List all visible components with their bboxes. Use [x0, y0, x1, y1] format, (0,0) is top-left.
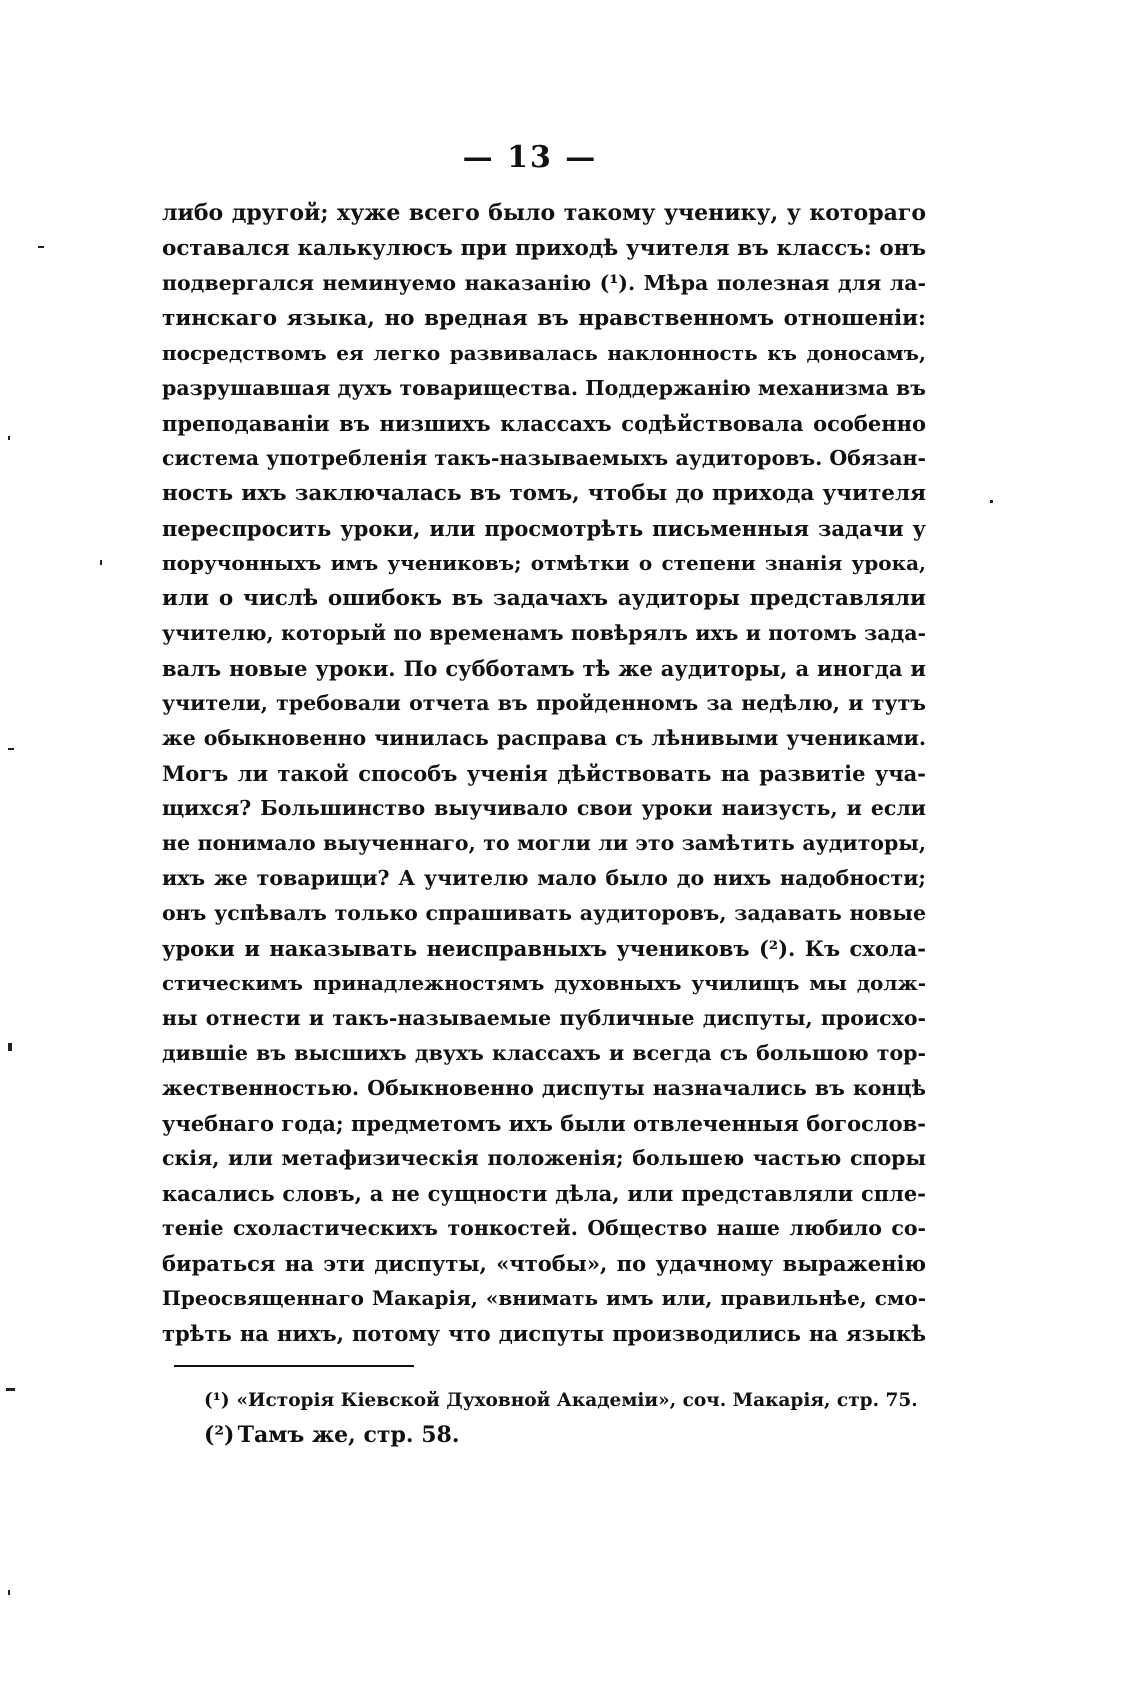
text-line: не понимало выученнаго, то могли ли это замѣтить аудиторы, — [162, 831, 926, 855]
footnote — [204, 1384, 932, 1418]
scan-speck — [38, 246, 44, 248]
scan-speck — [6, 1388, 15, 1391]
scan-speck — [8, 748, 14, 750]
text-line: либо другой; хуже всего было такому ученику, у котораго — [162, 200, 926, 226]
text-line: учителю, который по временамъ повѣрялъ ихъ и потомъ зада- — [162, 621, 926, 645]
text-line: ихъ же товарищи? А учителю мало было до нихъ надобности; — [162, 866, 926, 890]
text-line: тинскаго языка, но вредная въ нравственномъ отношеніи: — [162, 306, 926, 331]
text-line: переспросить уроки, или просмотрѣть письменныя задачи у — [162, 516, 926, 541]
text-line: учебнаго года; предметомъ ихъ были отвлеченныя богослов- — [162, 1111, 926, 1136]
text-line: дившіе въ высшихъ двухъ классахъ и всегда съ большою тор- — [162, 1041, 926, 1065]
body-text — [162, 196, 926, 1351]
text-line: поручонныхъ имъ учениковъ; отмѣтки о степени знанія урока, — [162, 551, 926, 575]
text-line: ность ихъ заключалась въ томъ, чтобы до прихода учителя — [162, 481, 926, 506]
text-line: онъ успѣвалъ только спрашивать аудиторовъ, задавать новые — [162, 901, 926, 925]
text-line: теніе схоластическихъ тонкостей. Общество наше любило со- — [162, 1216, 926, 1240]
footnote-mark: (¹) — [204, 1390, 230, 1411]
text-line: Преосвященнаго Макарія, «внимать имъ или, правильнѣе, смо- — [162, 1286, 926, 1310]
text-line: посредствомъ ея легко развивалась наклонность къ доносамъ, — [162, 341, 926, 365]
text-line: стическимъ принадлежностямъ духовныхъ училищъ мы долж- — [162, 971, 926, 995]
footnote — [204, 1418, 932, 1452]
footnote-mark: (²) — [204, 1422, 235, 1448]
footnotes — [204, 1384, 932, 1452]
text-line: подвергался неминуемо наказанію (¹). Мѣра полезная для ла- — [162, 271, 926, 295]
text-line: жественностью. Обыкновенно диспуты назначались въ концѣ — [162, 1076, 926, 1100]
text-line: бираться на эти диспуты, «чтобы», по удачному выраженію — [162, 1251, 926, 1276]
scan-speck — [100, 560, 102, 565]
footnote-text: Тамъ же, стр. 58. — [237, 1422, 460, 1448]
text-line: учители, требовали отчета въ пройденномъ за недѣлю, и тутъ — [162, 691, 926, 715]
text-line: же обыкновенно чинилась расправа съ лѣнивыми учениками. — [162, 726, 926, 750]
scan-speck — [8, 1043, 12, 1051]
footnote-text: «Исторія Кіевской Духовной Академіи», соч. Макарія, стр. 75. — [236, 1390, 918, 1411]
text-line: оставался калькулюсъ при приходѣ учителя въ классъ: онъ — [162, 236, 926, 261]
text-line: валъ новые уроки. По субботамъ тѣ же аудиторы, а иногда и — [162, 656, 926, 681]
scan-speck — [990, 500, 993, 503]
text-line: система употребленія такъ-называемыхъ аудиторовъ. Обязан- — [162, 446, 926, 470]
text-line: Могъ ли такой способъ ученія дѣйствовать на развитіе уча- — [162, 761, 926, 786]
page-number: — 13 — — [462, 140, 598, 175]
text-line: щихся? Большинство выучивало свои уроки наизусть, и если — [162, 796, 926, 820]
text-line: или о числѣ ошибокъ въ задачахъ аудиторы представляли — [162, 586, 926, 611]
scan-speck — [8, 1590, 10, 1595]
text-line: касались словъ, а не сущности дѣла, или представляли спле- — [162, 1181, 926, 1206]
text-line: преподаваніи въ низшихъ классахъ содѣйствовала особенно — [162, 411, 926, 436]
text-line: трѣть на нихъ, потому что диспуты производились на языкѣ — [162, 1321, 926, 1346]
text-line: скія, или метафизическія положенія; большею частью споры — [162, 1146, 926, 1170]
text-line: ны отнести и такъ-называемые публичные диспуты, происхо- — [162, 1006, 926, 1030]
text-line: разрушавшая духъ товарищества. Поддержанію механизма въ — [162, 376, 926, 400]
footnote-divider — [174, 1365, 414, 1367]
scan-speck — [8, 436, 10, 440]
text-line: уроки и наказывать неисправныхъ учениковъ (²). Къ схола- — [162, 936, 926, 961]
